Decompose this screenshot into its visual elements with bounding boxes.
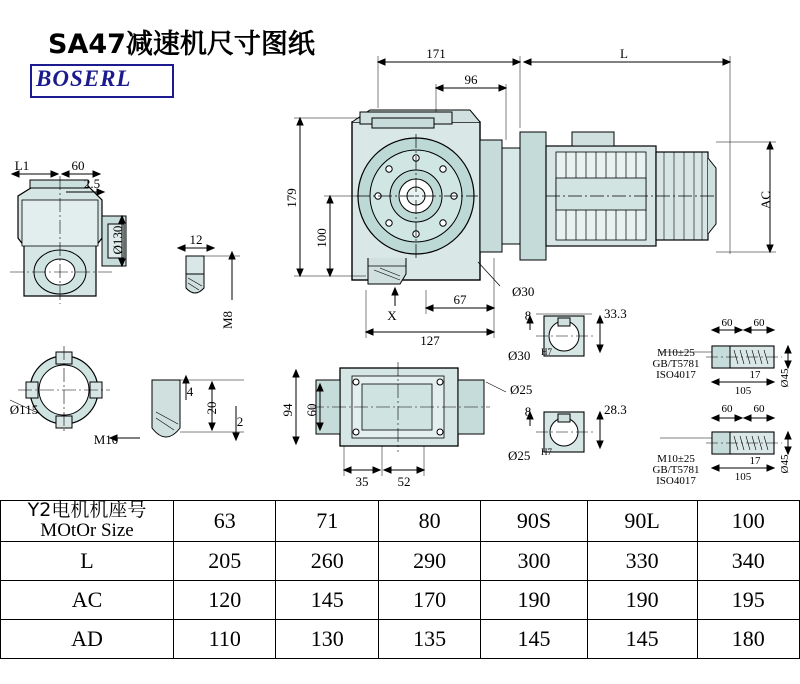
bolt-spec-iso-top: ISO4017	[656, 369, 696, 381]
cell: 100	[697, 501, 800, 542]
dim-d130: Ø130	[110, 225, 125, 255]
dim-key-60a-lower: 60	[721, 403, 733, 415]
cell: 190	[587, 580, 697, 619]
row-header-motor-size	[1, 501, 174, 542]
dim-key-60a: 60	[721, 317, 733, 329]
cell: 120	[174, 580, 276, 619]
dim-94: 94	[280, 403, 295, 417]
dim-d30: Ø30	[512, 284, 535, 299]
dim-60b: 60	[304, 403, 319, 417]
cell: 290	[378, 541, 480, 580]
bolt-spec-m10-lower: M10±25	[657, 453, 695, 465]
dim-d30h7-sup: H7	[541, 347, 552, 357]
dim-L: L	[620, 46, 628, 61]
dim-d115: Ø115	[9, 402, 39, 417]
dim-8b: 8	[524, 404, 532, 419]
row-header-AD: AD	[1, 619, 174, 658]
dim-33-3: 33.3	[604, 306, 627, 321]
dim-2: 2	[236, 414, 244, 429]
dim-2-5: 2.5	[83, 176, 101, 191]
dim-d25h7: Ø25	[508, 448, 531, 463]
dim-35: 35	[355, 474, 369, 489]
cell: 330	[587, 541, 697, 580]
table-row	[1, 619, 800, 658]
table-row	[1, 541, 800, 580]
table-row	[1, 580, 800, 619]
cell: 90L	[587, 501, 697, 542]
dim-52: 52	[397, 474, 411, 489]
cell: 260	[276, 541, 378, 580]
dim-96: 96	[464, 72, 478, 87]
bolt-spec-m10-top: M10±25	[657, 347, 695, 359]
bolt-spec-gb-top: GB/T5781	[652, 358, 700, 370]
dim-X: X	[387, 308, 397, 323]
row-header-AC: AC	[1, 580, 174, 619]
cell: 63	[174, 501, 276, 542]
cell: 145	[481, 619, 587, 658]
dim-key-60b-lower: 60	[753, 403, 765, 415]
cell: 340	[697, 541, 800, 580]
dim-28-3: 28.3	[604, 402, 627, 417]
dim-127: 127	[420, 333, 440, 348]
cell: 145	[276, 580, 378, 619]
cell: 145	[587, 619, 697, 658]
dim-key-17: 17	[749, 369, 761, 381]
cell: 195	[697, 580, 800, 619]
bolt-spec-gb-lower: GB/T5781	[652, 464, 700, 476]
dim-key-105: 105	[734, 385, 752, 397]
dim-8a: 8	[524, 308, 532, 323]
dim-M10: M10	[93, 432, 119, 447]
dim-60-left: 60	[71, 158, 85, 173]
dim-179: 179	[284, 188, 299, 208]
brand-logo: BOSERL	[36, 66, 132, 91]
table-row	[1, 501, 800, 542]
cell: 190	[481, 580, 587, 619]
dim-d25h7-sup: H7	[541, 447, 552, 457]
cell: 170	[378, 580, 480, 619]
cell: 180	[697, 619, 800, 658]
dim-4: 4	[186, 384, 194, 399]
row-label-cn: Y2电机机座号	[27, 499, 147, 521]
dim-key-17-lower: 17	[749, 455, 761, 467]
dim-key-45-lower: Ø45	[779, 454, 791, 474]
cell: 90S	[481, 501, 587, 542]
cell: 80	[378, 501, 480, 542]
cell: 300	[481, 541, 587, 580]
specification-table	[0, 500, 800, 659]
dim-d25: Ø25	[510, 382, 533, 397]
dim-12: 12	[189, 232, 203, 247]
dim-20: 20	[204, 401, 219, 415]
cell: 130	[276, 619, 378, 658]
dim-M8: M8	[220, 310, 235, 330]
cell: 110	[174, 619, 276, 658]
cell: 205	[174, 541, 276, 580]
row-label-en: MOtOr Size	[40, 519, 134, 541]
dim-67: 67	[453, 292, 467, 307]
dim-key-105-lower: 105	[734, 471, 752, 483]
dim-key-45-top: Ø45	[779, 368, 791, 388]
dim-L1: L1	[14, 158, 30, 173]
cell: 135	[378, 619, 480, 658]
dim-d30h7: Ø30	[508, 348, 531, 363]
cell: 71	[276, 501, 378, 542]
dim-AC: AC	[758, 190, 773, 210]
dim-100: 100	[314, 228, 329, 248]
dim-key-60b: 60	[753, 317, 765, 329]
page-title: SA47减速机尺寸图纸	[48, 29, 315, 60]
row-header-L: L	[1, 541, 174, 580]
dim-171: 171	[426, 46, 446, 61]
bolt-spec-iso-lower: ISO4017	[656, 475, 696, 487]
